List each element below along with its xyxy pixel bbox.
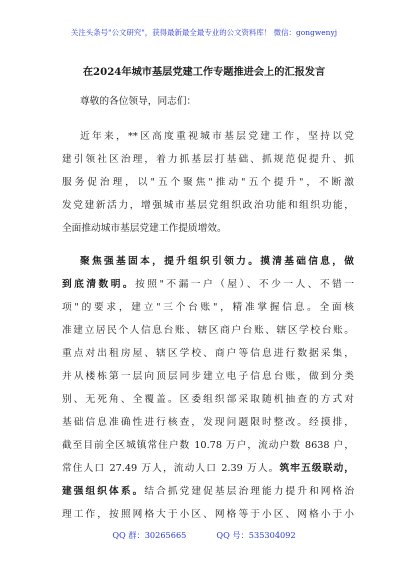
para2-line: 基础信息准确性进行核查，发现问题限时整改。经摸排， — [62, 417, 354, 428]
salutation: 尊敬的各位领导，同志们： — [80, 96, 197, 107]
para2-line: 截至目前全区城镇常住户数 10.78 万户，流动户数 8638 户， — [62, 440, 355, 451]
header-banner: 关注头条号"公文研究"，获得最新最全最专业的公文资料库！ 微信：gongwenyj — [70, 28, 338, 37]
para1-line: 发党建新活力，增强城市基层党组织政治功能和组织功能， — [62, 200, 354, 211]
para2-line: 项"的要求，建立"三个台账"，精准掌握信息。全面核 — [62, 302, 354, 313]
para2-heading-line: 聚焦强基固本，提升组织引领力。摸清基础信息，做 — [80, 256, 354, 267]
para2-line: 准建立居民个人信息台账、辖区商户台账、辖区学校台账。 — [62, 325, 354, 336]
para2-text: 结合抓党建促基层治理能力提升和网格治 — [144, 486, 355, 497]
para2-line — [62, 463, 354, 475]
qq-group-link[interactable]: QQ 群：30265665 — [112, 530, 187, 540]
para2-line — [62, 279, 354, 291]
para2-text: 按照"不漏一户（屋）、不少一人、不错一 — [135, 279, 355, 290]
para2-line — [62, 486, 354, 498]
para2-heading-end: 到底清数明。 — [62, 279, 136, 290]
qq-number-link[interactable]: QQ 号：535304092 — [216, 530, 296, 540]
para2-line: 重点对出租房屋、辖区学校、商户等信息进行数据采集， — [62, 348, 354, 359]
para2-line: 理工作，按照网格大于小区、网格等于小区、网格小于小 — [62, 509, 354, 520]
footer-contacts — [0, 530, 408, 541]
para2-subheading-end: 建强组织体系。 — [62, 486, 145, 497]
document-title: 在2024年城市基层党建工作专题推进会上的汇报发言 — [82, 66, 326, 78]
para1-line: 服务促治理，以"五个聚焦"推动"五个提升"，不断激 — [62, 177, 354, 188]
para1-line: 近年来，**区高度重视城市基层党建工作，坚持以党 — [80, 131, 354, 142]
para1-line: 建引领社区治理，着力抓基层打基础、抓规范促提升、抓 — [62, 154, 354, 165]
para2-subheading: 筑牢五级联动， — [279, 463, 354, 474]
para2-line: 别、无死角、全覆盖。区委组织部采取随机抽查的方式对 — [62, 394, 354, 405]
para2-text: 常住人口 27.49 万人，流动人口 2.39 万人。 — [62, 463, 280, 474]
para2-line: 并从楼栋第一层向顶层同步建立电子信息台账，做到分类 — [62, 371, 354, 382]
para1-line: 全面推动城市基层党建工作提质增效。 — [62, 223, 227, 234]
